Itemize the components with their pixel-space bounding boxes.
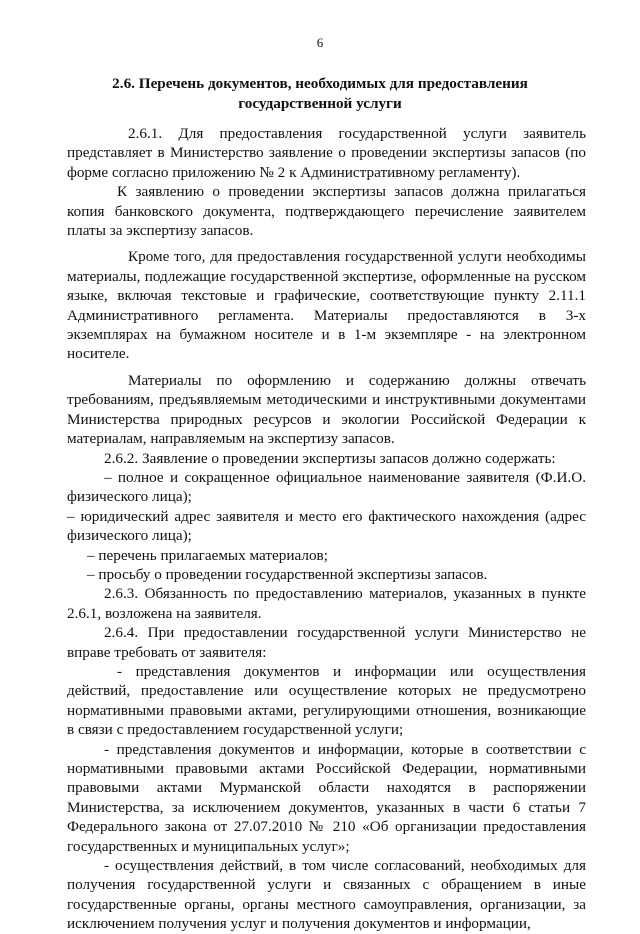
paragraph-materials: Кроме того, для предоставления государственной услуги необходимы материалы, подлежащие государственной экспертизе, оформленные на русском языке, включая текстовые и графические, соответствующие пункту 2.11.1 Административного регламента. Материалы предоставляются в 3-х экземплярах на бумажном носителе и в 1-м экземпляре - на электронном носителе. [67, 248, 586, 363]
section-heading [60, 74, 580, 113]
paragraph-2-6-3: 2.6.3. Обязанность по предоставлению материалов, указанных в пункте 2.6.1, возложена на заявителя. [67, 585, 586, 622]
list-item-request: – просьбу о проведении государственной экспертизы запасов. [87, 565, 488, 583]
list-item-materials-list: – перечень прилагаемых материалов; [87, 546, 328, 564]
document-body [67, 124, 586, 934]
paragraph-2-6-4: 2.6.4. При предоставлении государственной услуги Министерство не вправе требовать от заявителя: [67, 624, 586, 661]
section-heading-line-1: 2.6. Перечень документов, необходимых для предоставления [112, 75, 528, 92]
paragraph-requirements: Материалы по оформлению и содержанию должны отвечать требованиям, предъявляемым методическими и инструктивными документами Министерства природных ресурсов и экологии Российской Федерации к материалам, направляемым на экспертизу запасов. [67, 371, 586, 448]
page-number: 6 [316, 35, 324, 50]
paragraph-2-6-1: 2.6.1. Для предоставления государственной услуги заявитель представляет в Министерство заявление о проведении экспертизы запасов (по форме согласно приложению № 2 к Административному регламенту). [67, 125, 586, 181]
paragraph-2-6-2: 2.6.2. Заявление о проведении экспертизы запасов должно содержать: [104, 449, 556, 467]
paragraph-bank-document: К заявлению о проведении экспертизы запасов должна прилагаться копия банковского документа, подтверждающего перечисление заявителем платы за экспертизу запасов. [67, 183, 586, 240]
list-item-name: – полное и сокращенное официальное наименование заявителя (Ф.И.О. физического лица); [67, 468, 586, 506]
list-item-unregulated: - представления документов и информации или осуществления действий, предоставление или осуществление которых не предусмотрено нормативными правовыми актами, регулирующими отношения, возникающие в связи с предоставлением государственной услуги; [67, 662, 586, 739]
list-item-address: – юридический адрес заявителя и место его фактического нахождения (адрес физического лица); [67, 507, 586, 545]
list-item-documents: - представления документов и информации, которые в соответствии с нормативными правовыми актами Российской Федерации, нормативными правовыми актами Мурманской области находятся в распоряжении Министерства, за исключением документов, указанных в части 6 статьи 7 Федерального закона от 27.07.2010 № 210 «Об организации предоставления государственных и муниципальных услуг»; [67, 740, 586, 855]
section-heading-line-2: государственной услуги [238, 94, 402, 112]
list-item-actions: - осуществления действий, в том числе согласований, необходимых для получения государственной услуги и связанных с обращением в иные государственные органы, органы местного самоуправления, организации, за исключением получения услуг и получения документов и информации, [67, 857, 586, 933]
